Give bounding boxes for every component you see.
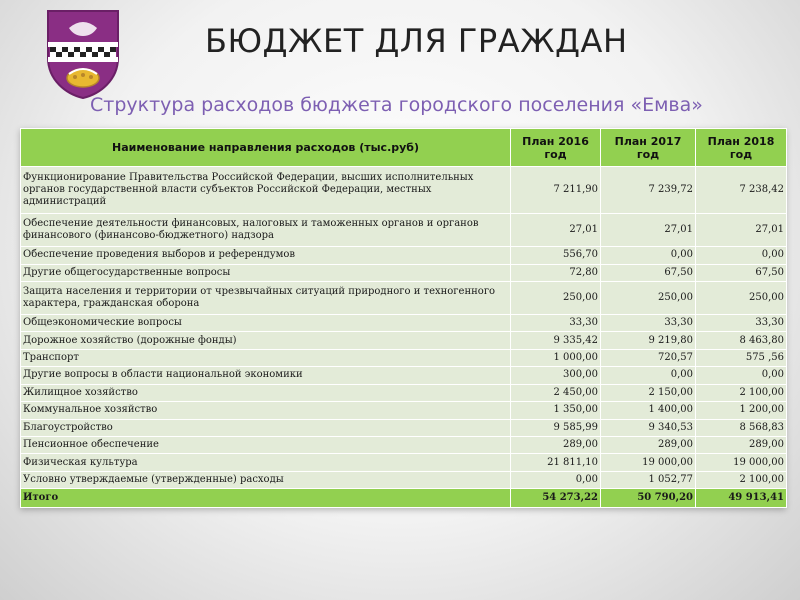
row-name-cell: Обеспечение проведения выборов и референдумов — [21, 247, 511, 264]
value-2018-cell: 8 463,80 — [696, 332, 787, 349]
table-row — [21, 314, 787, 331]
header-cell-name: Наименование направления расходов (тыс.руб) — [21, 129, 511, 167]
value-2017-cell: 7 239,72 — [601, 167, 696, 214]
value-2018-cell: 250,00 — [696, 282, 787, 315]
value-2018-cell: 0,00 — [696, 247, 787, 264]
value-2016-cell: 9 335,42 — [511, 332, 601, 349]
total-row — [21, 489, 787, 508]
value-2016-cell: 1 350,00 — [511, 402, 601, 419]
header-cell-2017: План 2017 год — [601, 129, 696, 167]
table-row — [21, 247, 787, 264]
value-2017-cell: 289,00 — [601, 437, 696, 454]
value-2016-cell: 7 211,90 — [511, 167, 601, 214]
coat-of-arms-emblem — [45, 8, 121, 100]
value-2017-cell: 0,00 — [601, 367, 696, 384]
value-2018-cell: 8 568,83 — [696, 419, 787, 436]
value-2018-cell: 7 238,42 — [696, 167, 787, 214]
total-2017-cell: 50 790,20 — [601, 489, 696, 508]
table-row — [21, 384, 787, 401]
value-2017-cell: 250,00 — [601, 282, 696, 315]
value-2018-cell: 289,00 — [696, 437, 787, 454]
table-row — [21, 471, 787, 488]
value-2016-cell: 27,01 — [511, 214, 601, 247]
value-2016-cell: 300,00 — [511, 367, 601, 384]
row-name-cell: Дорожное хозяйство (дорожные фонды) — [21, 332, 511, 349]
table-row — [21, 332, 787, 349]
row-name-cell: Защита населения и территории от чрезвычайных ситуаций природного и техногенного характера, гражданская оборона — [21, 282, 511, 315]
value-2017-cell: 720,57 — [601, 349, 696, 366]
table-row — [21, 437, 787, 454]
value-2016-cell: 289,00 — [511, 437, 601, 454]
budget-expenses-table — [20, 128, 786, 508]
header-cell-2018: План 2018 год — [696, 129, 787, 167]
table-row — [21, 419, 787, 436]
table-row — [21, 349, 787, 366]
table-row — [21, 367, 787, 384]
value-2016-cell: 9 585,99 — [511, 419, 601, 436]
value-2017-cell: 27,01 — [601, 214, 696, 247]
value-2017-cell: 19 000,00 — [601, 454, 696, 471]
row-name-cell: Другие вопросы в области национальной экономики — [21, 367, 511, 384]
row-name-cell: Жилищное хозяйство — [21, 384, 511, 401]
value-2016-cell: 250,00 — [511, 282, 601, 315]
value-2016-cell: 1 000,00 — [511, 349, 601, 366]
value-2018-cell: 27,01 — [696, 214, 787, 247]
table-row — [21, 214, 787, 247]
value-2017-cell: 9 340,53 — [601, 419, 696, 436]
row-name-cell: Условно утверждаемые (утвержденные) расходы — [21, 471, 511, 488]
page-title: БЮДЖЕТ ДЛЯ ГРАЖДАН — [205, 22, 628, 60]
value-2017-cell: 1 052,77 — [601, 471, 696, 488]
row-name-cell: Благоустройство — [21, 419, 511, 436]
value-2018-cell: 1 200,00 — [696, 402, 787, 419]
value-2018-cell: 67,50 — [696, 264, 787, 281]
table-row — [21, 402, 787, 419]
page-subtitle: Структура расходов бюджета городского поселения «Емва» — [90, 94, 703, 116]
value-2017-cell: 33,30 — [601, 314, 696, 331]
row-name-cell: Функционирование Правительства Российской Федерации, высших исполнительных органов государственной власти субъектов Российской Федерации, местных администраций — [21, 167, 511, 214]
row-name-cell: Обеспечение деятельности финансовых, налоговых и таможенных органов и органов финансового (финансово-бюджетного) надзора — [21, 214, 511, 247]
value-2016-cell: 33,30 — [511, 314, 601, 331]
value-2016-cell: 2 450,00 — [511, 384, 601, 401]
value-2018-cell: 0,00 — [696, 367, 787, 384]
row-name-cell: Другие общегосударственные вопросы — [21, 264, 511, 281]
header-cell-2016: План 2016 год — [511, 129, 601, 167]
total-label-cell: Итого — [21, 489, 511, 508]
value-2018-cell: 2 100,00 — [696, 471, 787, 488]
value-2017-cell: 0,00 — [601, 247, 696, 264]
value-2016-cell: 0,00 — [511, 471, 601, 488]
value-2018-cell: 19 000,00 — [696, 454, 787, 471]
row-name-cell: Общеэкономические вопросы — [21, 314, 511, 331]
table-row — [21, 454, 787, 471]
table-row — [21, 264, 787, 281]
total-2018-cell: 49 913,41 — [696, 489, 787, 508]
total-2016-cell: 54 273,22 — [511, 489, 601, 508]
value-2017-cell: 1 400,00 — [601, 402, 696, 419]
value-2018-cell: 575 ,56 — [696, 349, 787, 366]
value-2016-cell: 556,70 — [511, 247, 601, 264]
table-row — [21, 282, 787, 315]
value-2016-cell: 21 811,10 — [511, 454, 601, 471]
value-2018-cell: 2 100,00 — [696, 384, 787, 401]
row-name-cell: Пенсионное обеспечение — [21, 437, 511, 454]
value-2017-cell: 67,50 — [601, 264, 696, 281]
row-name-cell: Транспорт — [21, 349, 511, 366]
table-row — [21, 167, 787, 214]
row-name-cell: Физическая культура — [21, 454, 511, 471]
value-2016-cell: 72,80 — [511, 264, 601, 281]
value-2017-cell: 9 219,80 — [601, 332, 696, 349]
table-header-row — [21, 129, 787, 167]
row-name-cell: Коммунальное хозяйство — [21, 402, 511, 419]
value-2018-cell: 33,30 — [696, 314, 787, 331]
value-2017-cell: 2 150,00 — [601, 384, 696, 401]
